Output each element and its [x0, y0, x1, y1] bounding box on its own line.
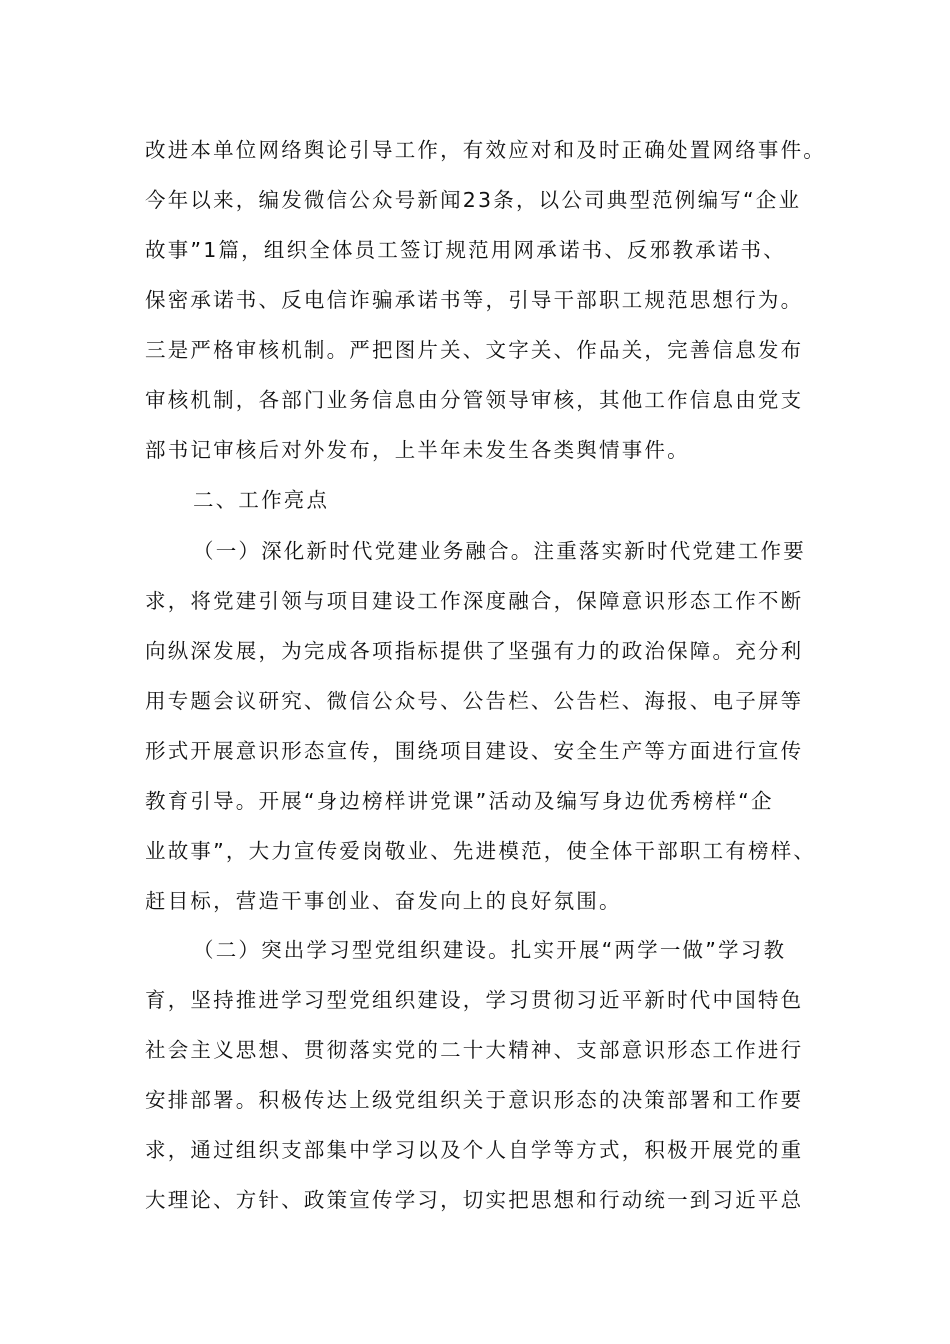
paragraph-line: （一）深化新时代党建业务融合。注重落实新时代党建工作要 — [193, 539, 806, 563]
paragraph-line: 求，通过组织支部集中学习以及个人自学等方式，积极开展党的重 — [145, 1138, 804, 1162]
paragraph-line: 形式开展意识形态宣传，围绕项目建设、安全生产等方面进行宣传 — [145, 739, 804, 763]
section-heading: 二、工作亮点 — [193, 488, 330, 512]
paragraph-line: 改进本单位网络舆论引导工作，有效应对和及时正确处置网络事件。 — [145, 138, 826, 162]
paragraph-line: 部书记审核后对外发布，上半年未发生各类舆情事件。 — [145, 438, 690, 462]
paragraph-line: 今年以来，编发微信公众号新闻23条，以公司典型范例编写“企业 — [145, 188, 802, 212]
paragraph-line: 三是严格审核机制。严把图片关、文字关、作品关，完善信息发布 — [145, 338, 804, 362]
paragraph-line: 育，坚持推进学习型党组织建设，学习贯彻习近平新时代中国特色 — [145, 988, 804, 1012]
paragraph-line: 业故事”，大力宣传爱岗敬业、先进模范，使全体干部职工有榜样、 — [145, 839, 817, 863]
paragraph-line: 向纵深发展，为完成各项指标提供了坚强有力的政治保障。充分利 — [145, 639, 804, 663]
paragraph-line: 求，将党建引领与项目建设工作深度融合，保障意识形态工作不断 — [145, 589, 804, 613]
paragraph-line: 故事”1篇，组织全体员工签订规范用网承诺书、反邪教承诺书、 — [145, 238, 786, 262]
paragraph-line: （二）突出学习型党组织建设。扎实开展“两学一做”学习教 — [193, 938, 787, 962]
paragraph-line: 保密承诺书、反电信诈骗承诺书等，引导干部职工规范思想行为。 — [145, 288, 804, 312]
paragraph-line: 安排部署。积极传达上级党组织关于意识形态的决策部署和工作要 — [145, 1088, 804, 1112]
paragraph-line: 教育引导。开展“身边榜样讲党课”活动及编写身边优秀榜样“企 — [145, 789, 774, 813]
paragraph-line: 用专题会议研究、微信公众号、公告栏、公告栏、海报、电子屏等 — [145, 689, 804, 713]
paragraph-line: 审核机制，各部门业务信息由分管领导审核，其他工作信息由党支 — [145, 388, 804, 412]
paragraph-line: 社会主义思想、贯彻落实党的二十大精神、支部意识形态工作进行 — [145, 1038, 804, 1062]
paragraph-line: 大理论、方针、政策宣传学习，切实把思想和行动统一到习近平总 — [145, 1188, 804, 1212]
paragraph-line: 赶目标，营造干事创业、奋发向上的良好氛围。 — [145, 889, 622, 913]
